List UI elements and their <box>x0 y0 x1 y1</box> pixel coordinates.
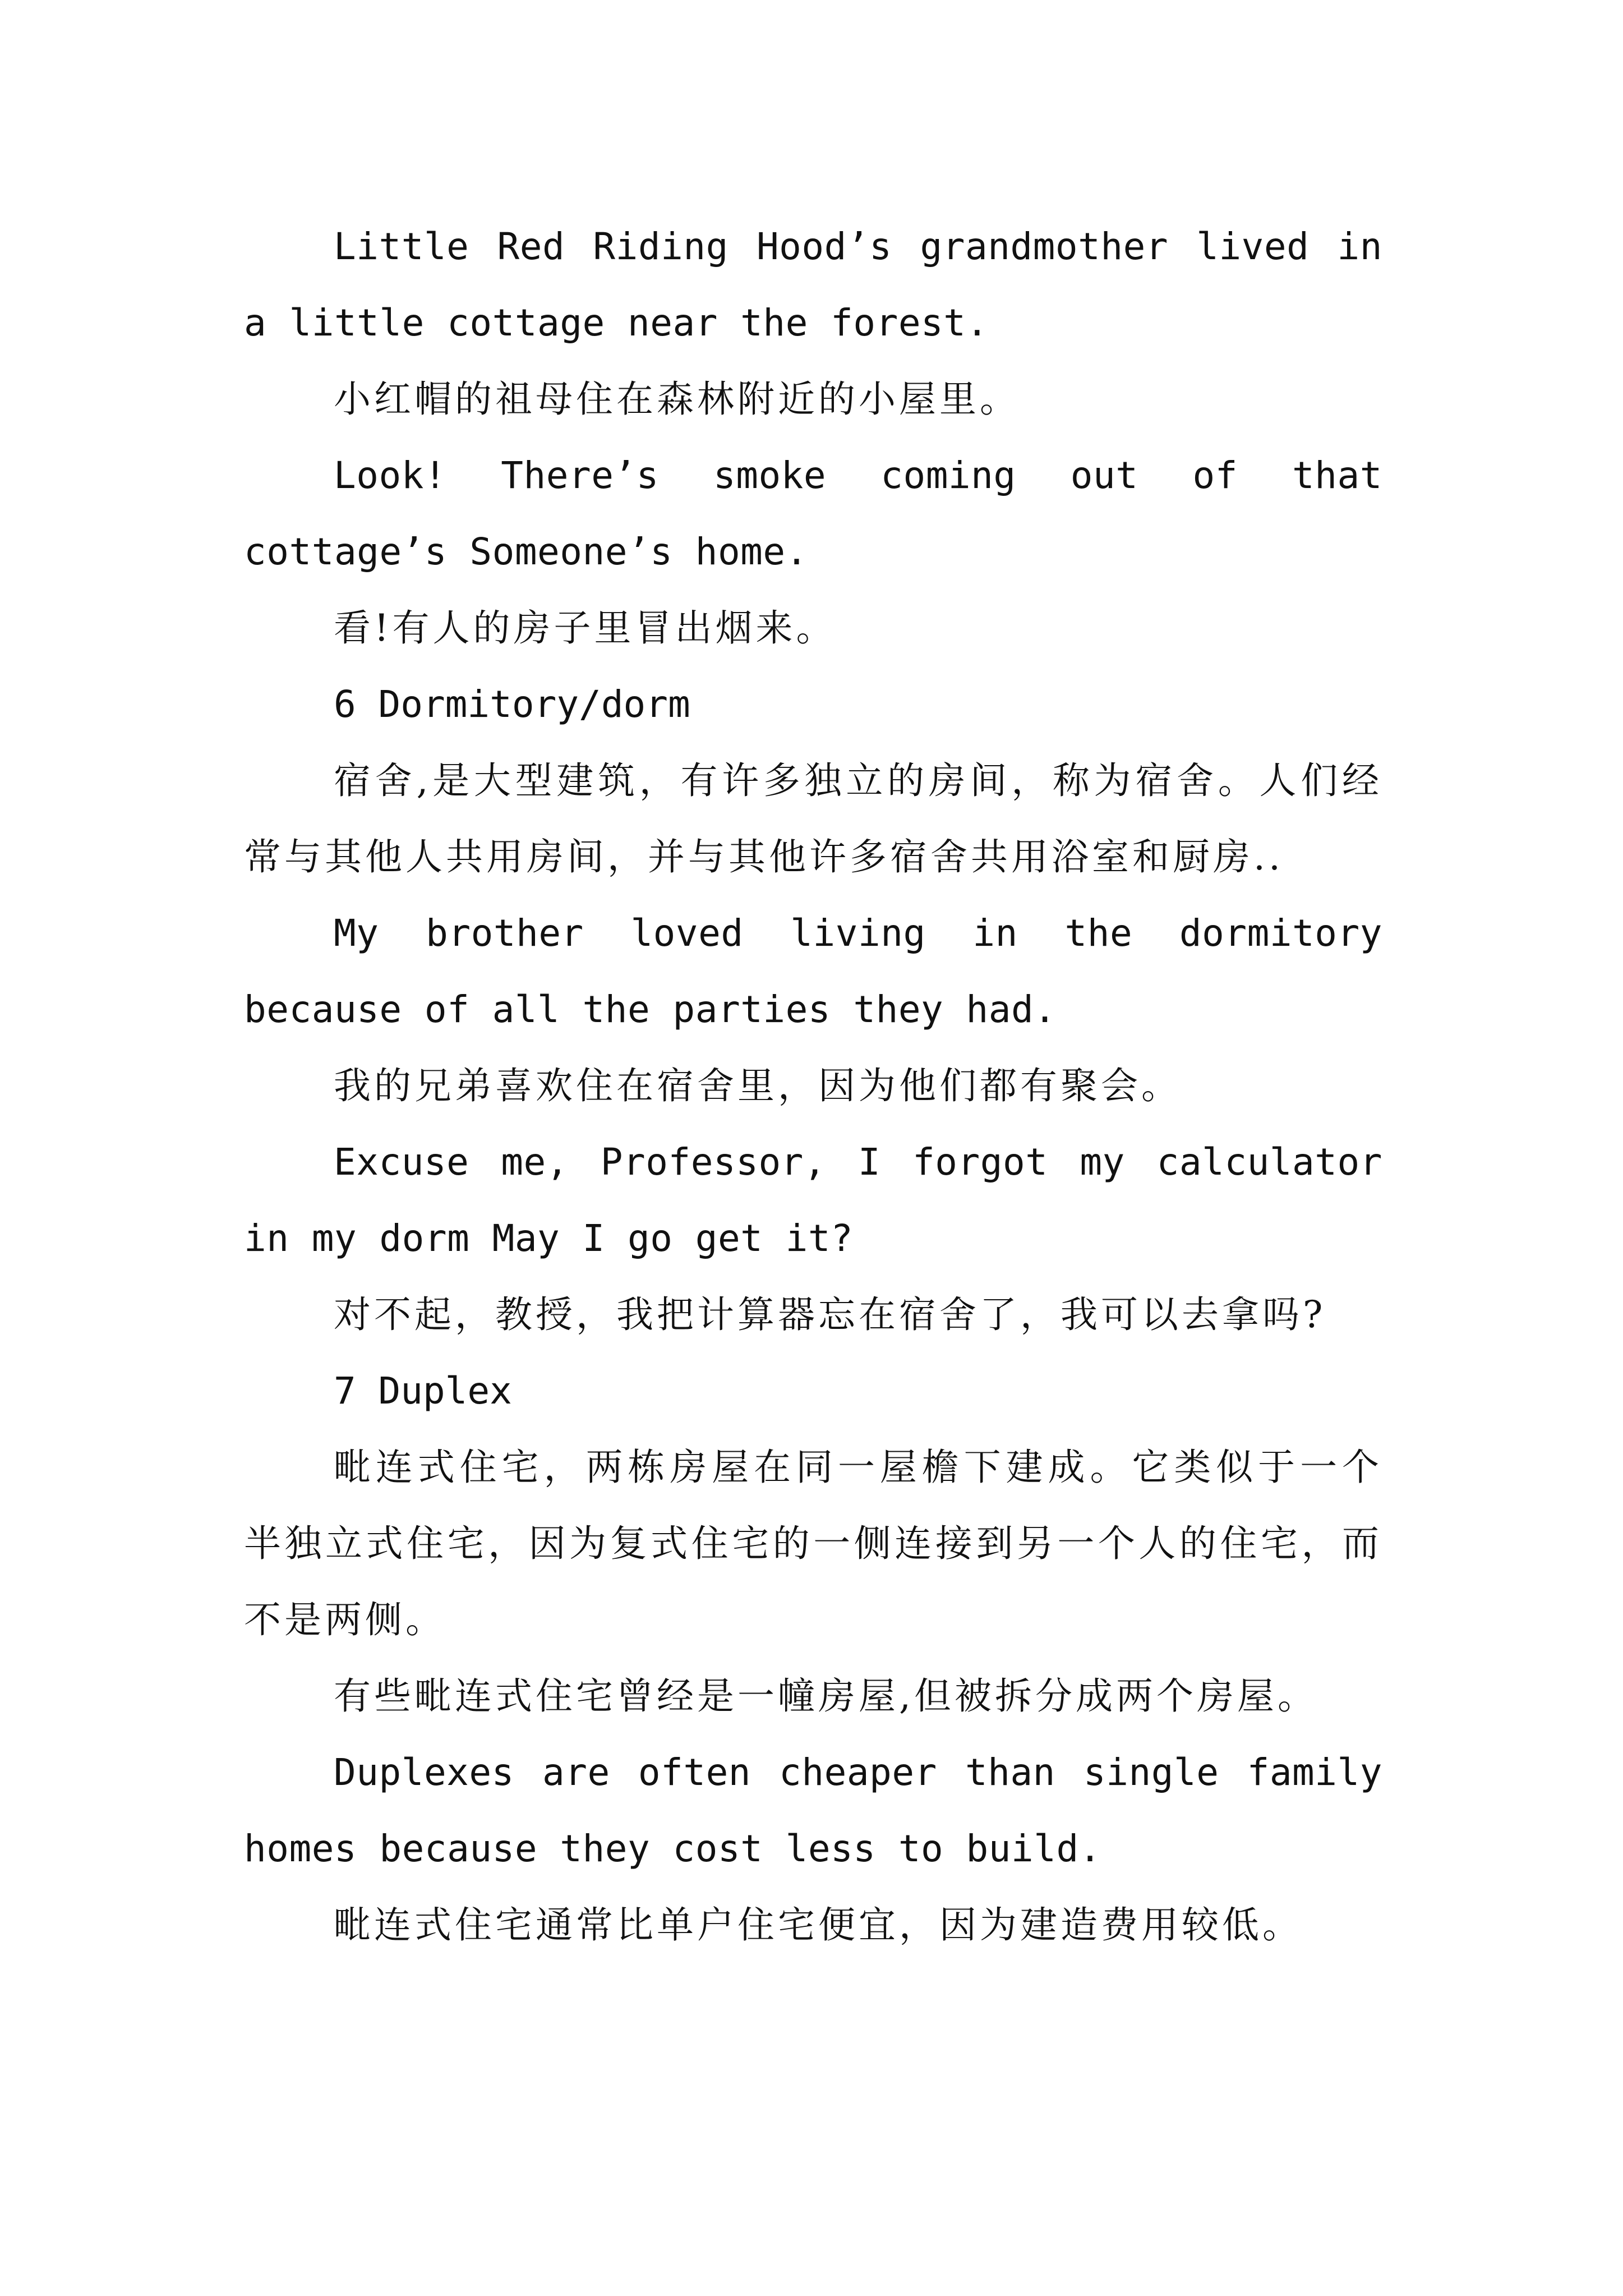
section-heading-duplex: 7 Duplex <box>334 1369 512 1412</box>
paragraph-cottage-grandmother-en: Little Red Riding Hood’s grandmother lived in a little cottage near the forest. <box>244 225 1382 344</box>
paragraph-duplex-cheaper-en: Duplexes are often cheaper than single family homes because they cost less to build. <box>244 1751 1382 1870</box>
paragraph-dormitory-definition-zh: 宿舍,是大型建筑，有许多独立的房间，称为宿舍。人们经常与其他人共用房间，并与其他许多宿舍共用浴室和厨房.. <box>244 759 1382 878</box>
paragraph-duplex-split-zh: 有些毗连式住宅曾经是一幢房屋,但被拆分成两个房屋。 <box>334 1674 1318 1718</box>
paragraph-duplex-definition-zh: 毗连式住宅，两栋房屋在同一屋檐下建成。它类似于一个半独立式住宅，因为复式住宅的一侧连接到另一个人的住宅，而不是两侧。 <box>244 1446 1382 1641</box>
paragraph-duplex-cheaper-zh: 毗连式住宅通常比单户住宅便宜，因为建造费用较低。 <box>334 1903 1303 1947</box>
paragraph-dorm-calculator-zh: 对不起，教授，我把计算器忘在宿舍了，我可以去拿吗? <box>334 1293 1326 1336</box>
section-heading-dormitory: 6 Dormitory/dorm <box>334 683 690 726</box>
paragraph-cottage-grandmother-zh: 小红帽的祖母住在森林附近的小屋里。 <box>334 378 1020 421</box>
paragraph-cottage-smoke-zh: 看!有人的房子里冒出烟来。 <box>334 606 837 650</box>
paragraph-cottage-smoke-en: Look! There’s smoke coming out of that cottage’s Someone’s home. <box>244 454 1382 573</box>
paragraph-dorm-calculator-en: Excuse me, Professor, I forgot my calculator in my dorm May I go get it? <box>244 1140 1382 1260</box>
paragraph-dormitory-brother-zh: 我的兄弟喜欢住在宿舍里，因为他们都有聚会。 <box>334 1064 1182 1107</box>
paragraph-dormitory-brother-en: My brother loved living in the dormitory because of all the parties they had. <box>244 912 1382 1031</box>
document-body <box>244 209 1382 1963</box>
